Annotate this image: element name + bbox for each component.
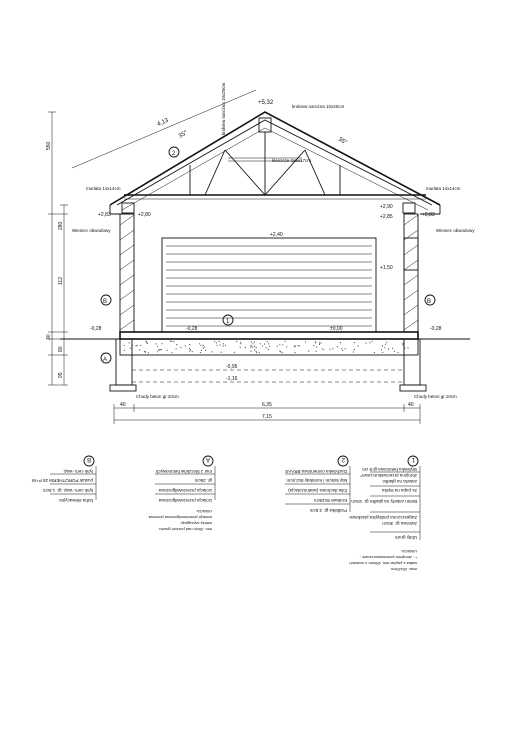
vdim-3: 112 [58,277,64,285]
gravel-dot [147,343,148,344]
gravel-dot [308,350,309,351]
gravel-dot [157,346,158,347]
gravel-dot [394,351,395,352]
gravel-dot [402,343,403,344]
legend-a-note-2: izolacje przeciwwilgociowa pionowa [148,515,212,520]
level-floor-mid: -0,28 [186,326,198,332]
gravel-dot [256,351,257,352]
gravel-dot [354,342,355,343]
gravel-dot [320,342,321,343]
gravel-dot [386,342,387,343]
gravel-dot [268,343,269,344]
gravel-dot [382,352,383,353]
gravel-dot [234,352,235,353]
gravel-dot [323,349,324,350]
gravel-dot [189,350,190,351]
legend-a-line-2: gr. 25cm [194,478,212,483]
legend-1-note-1: UWAGA: [400,549,417,554]
gravel-dot [124,345,125,346]
legend-1-line-5: Beton zatarty na gładko gr. 10cm [351,499,417,504]
walls [120,214,418,332]
legend-a-num: A [205,456,210,462]
gravel-dot [319,344,320,345]
plate-right-label: murłata 14x14cm [426,186,461,191]
gravel-dot [201,350,202,351]
footing-right-label: Chudy beton gr.10cm [414,394,457,399]
gravel-dot [254,346,255,347]
gravel-dot [382,345,383,346]
gravel-dot [294,352,295,353]
gravel-dot [173,341,174,342]
gravel-dot [240,343,241,344]
gravel-dot [180,347,181,348]
level-door-head: +2,40 [270,232,283,238]
gravel-dot [214,341,215,342]
gravel-dot [337,346,338,347]
gravel-dot [252,347,253,348]
legend-item-2 [285,456,350,513]
level-floor-right: ±0,00 [330,326,343,332]
gravel-dot [144,351,145,352]
gravel-dot [216,342,217,343]
gravel-dot [251,345,252,346]
hdim-total: 7,15 [262,414,272,420]
peak-level: +5,32 [258,100,274,106]
legend-1-line-3: zatarta na gładko [382,479,417,484]
legend-2-num: 2 [341,456,345,462]
footing-left-label: Chudy beton gr.10cm [136,394,179,399]
gravel-dot [282,344,283,345]
gravel-dot [260,343,261,344]
gravel-dot [279,344,280,345]
gravel-dot [392,348,393,349]
gravel-dot [282,352,283,353]
gravel-dot [203,345,204,346]
legend-a-note-3: należy wyciągnąć [180,521,212,526]
gravel-dot [171,341,172,342]
legend-a-line-1: mur z bloczków betonowych [155,469,212,474]
marker-wall-left: B [103,299,108,305]
legend-2-line-3: folia dachowa (wiatroizolacja) [288,488,347,493]
gravel-dot [354,349,355,350]
gravel-dot [329,349,330,350]
legend-1-line-1: Wylewka betonowa gr.8 cm [362,467,417,472]
brace-label: kleszcze 2x5x17cm [272,158,312,163]
gravel-dot [252,343,253,344]
gravel-dot [200,352,201,353]
gravel-dot [223,345,224,346]
level-right-mid: +2,85 [380,214,393,220]
ridge-right-label: krokiew narożna 10x20cm [292,104,345,109]
vertical-dimensions [46,112,68,385]
legend-1-line-6: Zagęszczona podsypka piaskowo- [348,515,417,520]
horizontal-dimensions [114,402,420,424]
gravel-dot [240,347,241,348]
gravel-dot [322,348,323,349]
legend-b-line-3: tynk cem.-wap. gr. 1,5cm [42,488,93,493]
level-right-top2: +2,90 [380,204,393,210]
gravel-dot [316,346,317,347]
level-left-top2: +2,80 [138,212,151,218]
gravel-dot [185,345,186,346]
gravel-dot [204,346,205,347]
gravel-dot [340,342,341,343]
gravel-dot [250,346,251,347]
gravel-dot [146,341,147,342]
roof-marker: 2 [172,151,176,157]
gravel-dot [221,352,222,353]
gravel-dot [294,346,295,347]
legend-item-a [148,456,215,532]
level-outer-right: -0,28 [430,326,442,332]
marker-found: A [103,357,108,363]
gravel-dot [277,346,278,347]
level-right-top: +2,83 [422,212,435,218]
legend [31,456,420,572]
gravel-dot [148,352,149,353]
gravel-dot [176,348,177,349]
ridge-left-label: krokiew narożna 10x20cm [221,82,226,135]
legend-a-note-1: UWAGA: [195,509,212,514]
gravel-dot [341,348,342,349]
gravel-dot [199,343,200,344]
legend-b-line-4: farba elewacyjna [59,498,93,503]
level-found-mid: -0,95 [226,364,238,370]
gravel-dot [189,344,190,345]
gravel-dot [388,349,389,350]
plate-left-label: murłata 14x14cm [86,186,121,191]
gravel-dot [385,344,386,345]
legend-2-line-5: Podbitka gr. 2,5cm [309,508,347,513]
legend-b-line-2: pustak POROTHERM 25 P+W [31,478,93,483]
gravel-dot [381,349,382,350]
gravel-dot [398,352,399,353]
gravel-dot [217,345,218,346]
legend-item-1 [348,456,420,572]
gravel-dot [402,344,403,345]
gravel-dot [139,349,140,350]
gravel-dot [353,351,354,352]
gravel-dot [236,341,237,342]
legend-a-line-4: izolacja przeciwwilgociowa [158,498,212,503]
legend-item-b [31,456,96,503]
legend-1-line-7: żwirowa gr. 30cm [382,521,417,526]
gravel-dot [256,347,257,348]
gravel-dot [129,342,130,343]
vdim-2: 280 [58,221,64,230]
gravel-dot [369,342,370,343]
gravel-dot [256,352,257,353]
legend-1-line-2: zbrojona przeciwskurczowo* [360,473,417,478]
level-left-top: +2,83 [98,212,111,218]
legend-2-line-1: Dachówka cementowa BRAAS [285,469,347,474]
gravel-dot [332,348,333,349]
gravel-dot [161,343,162,344]
gravel-dot [130,348,131,349]
legend-b-line-1: tynk cem.-wap. [62,469,93,474]
vdim-1: 550 [46,141,52,150]
gravel-dot [254,349,255,350]
gravel-dot [251,341,252,342]
gravel-dot [203,347,204,348]
marker-floor: 1 [226,319,230,325]
gravel-dot [155,343,156,344]
gravel-dot [192,351,193,352]
gravel-dot [160,349,161,350]
floor-slab [60,332,470,391]
gravel-dot [266,347,267,348]
gravel-dot [137,345,138,346]
gravel-dot [211,351,212,352]
gravel-dot [264,343,265,344]
vdim-6: 95 [58,372,64,378]
level-right-low: +1,50 [380,265,393,271]
gravel-dot [345,348,346,349]
garage-door [162,238,376,332]
legend-1-note-3: siatka z prętów min. Ø5mm o oczkach [349,561,417,566]
gravel-dot [200,345,201,346]
gravel-dot [357,345,358,346]
gravel-dot [268,349,269,350]
pitch-left: 35° [177,129,189,140]
legend-1-line-8: Ubity grunt [395,535,417,540]
vdim-5: 80 [58,346,64,352]
gravel-dot [342,350,343,351]
gravel-dot [250,351,251,352]
pitch-right: 35° [336,136,348,147]
gravel-dot [316,351,317,352]
gravel-dot [407,347,408,348]
gravel-dot [240,342,241,343]
gravel-dot [279,350,280,351]
hdim-left: 40 [120,402,126,408]
vdim-4: 30 [46,334,52,340]
gravel-dot [176,344,177,345]
legend-b-num: B [86,456,91,462]
gravel-dot [205,350,206,351]
slope-length: 4,13 [156,117,170,128]
ring-beam-left-label: Wieniec obwodowy [72,228,111,233]
legend-1-num: 1 [411,456,415,462]
gravel-dot [269,346,270,347]
gravel-dot [280,351,281,352]
gravel-dot [262,345,263,346]
gravel-dot [140,345,141,346]
gravel-dot [159,349,160,350]
gravel-dot [259,352,260,353]
gravel-dot [372,341,373,342]
legend-a-note-4: min. 30cm nad poziom gruntu [159,527,212,532]
gravel-dot [225,345,226,346]
gravel-dot [157,351,158,352]
gravel-dot [374,352,375,353]
gravel-dot [254,342,255,343]
gravel-dot [223,343,224,344]
gravel-dot [219,341,220,342]
ring-beam-right-label: Wieniec obwodowy [436,228,475,233]
legend-1-note-4: max. 20x20cm [390,567,417,572]
gravel-dot [267,341,268,342]
hdim-mid: 6,35 [262,402,272,408]
gravel-dot [135,345,136,346]
legend-1-note-2: * - zbrojenie przeciwskurczowe - [359,555,417,560]
gravel-dot [167,350,168,351]
gravel-dot [305,341,306,342]
gravel-dot [366,343,367,344]
gravel-dot [286,346,287,347]
gravel-dot [190,349,191,350]
section-markers [101,295,435,363]
gravel-dot [189,348,190,349]
gravel-dot [298,345,299,346]
gravel-dot [384,347,385,348]
level-floor-left: -0,28 [90,326,102,332]
gravel-dot [170,340,171,341]
gravel-dot [172,352,173,353]
legend-a-line-3: izolacja przeciwwilgociowa [158,488,212,493]
legend-2-line-4: Krokwie 8x18cm [313,498,347,503]
gravel-dot [313,345,314,346]
gravel-dot [124,350,125,351]
hdim-right: 40 [408,402,414,408]
legend-2-line-2: łaty 5x5cm / kontrłaty 8x2,5cm [286,478,347,483]
gravel-dot [319,342,320,343]
level-found-low: -1,16 [226,376,238,382]
legend-1-line-4: 2x papa na lepiku [381,488,417,493]
gravel-dot [284,341,285,342]
gravel-dot [245,347,246,348]
gravel-dot [315,342,316,343]
marker-wall-right: B [427,299,432,305]
gravel-dot [220,344,221,345]
gravel-dot [299,345,300,346]
